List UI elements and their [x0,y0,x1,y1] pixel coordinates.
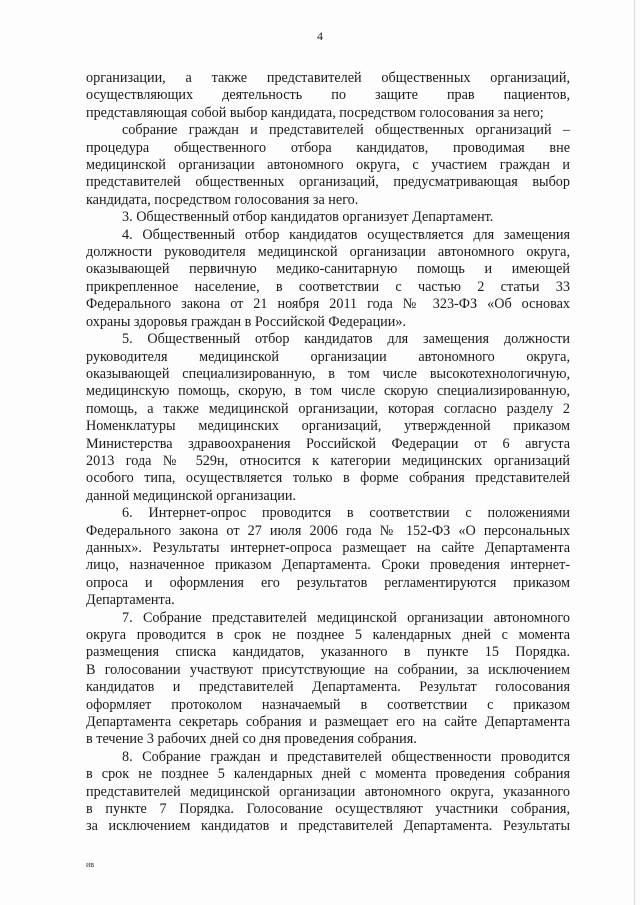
paragraph-line: Номенклатуры медицинских организаций, утвержденной приказом [86,418,570,435]
paragraph-line: в течение 3 рабочих дней со дня проведения собрания. [86,731,417,748]
paragraph-line: размещения списка кандидатов, указанного в пункте 15 Порядка. [86,644,570,661]
paragraph-line: охраны здоровья граждан в Российской Федерации». [86,313,407,330]
paragraph-line: особого типа, осуществляется только в форме собрания представителей [86,470,570,487]
paragraph-line: 3. Общественный отбор кандидатов организует Департамент. [122,209,494,226]
document-body [86,70,570,836]
paragraph-line: Федерального закона от 27 июля 2006 года № 152-ФЗ «О персональных [86,522,570,539]
paragraph-line: процедура общественного отбора кандидатов, проводимая вне [86,139,570,156]
paragraph-line: медицинскую помощь, скорую, в том числе скорую специализированную, [86,383,570,400]
paragraph-line: представителей общественных организаций, предусматривающая выбор [86,174,570,191]
paragraph-line: осуществляющих деятельность по защите прав пациентов, [86,87,570,104]
paragraph-line: 2013 года № 529н, относится к категории медицинских организаций [86,452,570,469]
paragraph-line: в срок не позднее 5 календарных дней с момента проведения собрания [86,766,570,783]
paragraph-line: кандидата, посредством голосования за него. [86,191,359,208]
paragraph-line: Министерства здравоохранения Российской Федерации от 6 августа [86,435,570,452]
paragraph-line: 5. Общественный отбор кандидатов для замещения должности [122,331,570,348]
paragraph-line: Департамента секретарь собрания и размещает его на сайте Департамента [86,714,570,731]
paragraph-line: прикрепленное население, в соответствии с частью 2 статьи 33 [86,278,570,295]
paragraph-line: 8. Собрание граждан и представителей общественности проводится [122,748,570,765]
paragraph-line: данной медицинской организации. [86,487,297,504]
paragraph-line: должности руководителя медицинской организации автономного округа, [86,244,570,261]
paragraph-line: кандидатов и представителей Департамента. Результат голосования [86,679,570,696]
paragraph-line: представителей медицинской организации автономного округа, указанного [86,783,570,800]
paragraph-line: в пункте 7 Порядка. Голосование осуществляют участники собрания, [86,801,570,818]
paragraph-line: опроса и оформления его результатов регламентируются приказом [86,574,570,591]
paragraph-line: руководителя медицинской организации автономного округа, [86,348,570,365]
paragraph-line: оформляет протоколом назначаемый в соответствии с приказом [86,696,570,713]
paragraph-line: Департамента. [86,592,175,609]
paragraph-line: лицо, назначенное приказом Департамента. Сроки проведения интернет- [86,557,570,574]
paragraph-line: данных». Результаты интернет-опроса размещает на сайте Департамента [86,539,570,556]
page-edge-line [634,0,635,905]
paragraph-line: организации, а также представителей общественных организаций, [86,70,570,86]
paragraph-line: округа проводится в срок не позднее 5 календарных дней с момента [86,627,570,643]
paragraph-line: оказывающей специализированную, в том числе высокотехнологичную, [86,365,570,382]
paragraph-line: Федерального закона от 21 ноября 2011 года № 323-ФЗ «Об основах [86,296,570,313]
page-number: 4 [317,29,323,43]
paragraph-line: 7. Собрание представителей медицинской организации автономного [122,609,570,626]
paragraph-line: оказывающей первичную медико-санитарную помощь и имеющей [86,261,570,278]
paragraph-line: собрание граждан и представителей общественных организаций – [122,122,570,139]
paragraph-line: 6. Интернет-опрос проводится в соответствии с положениями [122,505,570,522]
paragraph-line: представляющая собой выбор кандидата, посредством голосования за него; [86,104,544,121]
paragraph-line: В голосовании участвуют присутствующие на собрании, за исключением [86,661,570,678]
paragraph-line: медицинской организации автономного округа, с участием граждан и [86,157,570,174]
paragraph-line: 4. Общественный отбор кандидатов осуществляется для замещения [122,226,570,243]
footer-code: ив [86,860,95,869]
paragraph-line: помощь, а также медицинской организации, которая согласно разделу 2 [86,400,570,417]
paragraph-line: за исключением кандидатов и представителей Департамента. Результаты [86,818,570,835]
